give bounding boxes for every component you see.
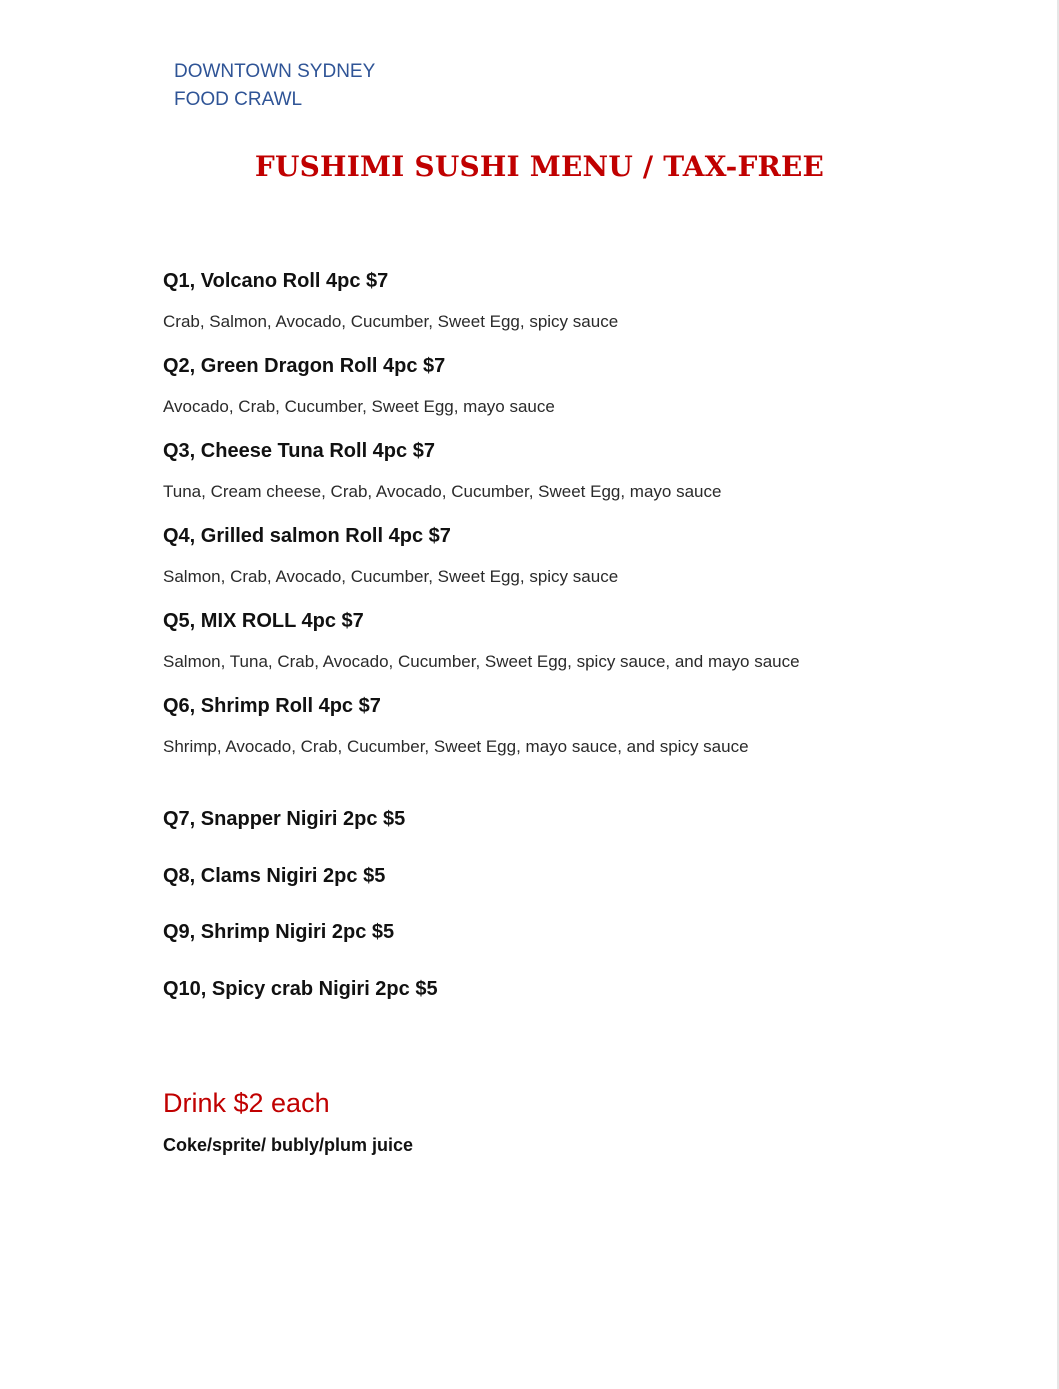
- menu-item-title: Q6, Shrimp Roll 4pc $7: [163, 695, 381, 717]
- menu-item-description: Salmon, Crab, Avocado, Cucumber, Sweet Egg, spicy sauce: [163, 567, 619, 586]
- menu-item-q7: [163, 806, 405, 832]
- drinks-heading: Drink $2 each: [163, 1088, 330, 1118]
- menu-item-description: Tuna, Cream cheese, Crab, Avocado, Cucumber, Sweet Egg, mayo sauce: [163, 482, 722, 501]
- menu-item-q10: [163, 976, 438, 1002]
- menu-item-q8: [163, 863, 385, 889]
- menu-item-title: Q5, MIX ROLL 4pc $7: [163, 610, 364, 632]
- menu-item-q1: [163, 268, 618, 333]
- menu-item-description: Crab, Salmon, Avocado, Cucumber, Sweet Egg, spicy sauce: [163, 312, 619, 331]
- menu-item-title: Q1, Volcano Roll 4pc $7: [163, 270, 389, 292]
- menu-item-title: Q8, Clams Nigiri 2pc $5: [163, 865, 386, 887]
- menu-item-q3: [163, 438, 721, 503]
- menu-item-q9: [163, 919, 394, 945]
- menu-item-title: Q7, Snapper Nigiri 2pc $5: [163, 808, 406, 830]
- menu-item-title: Q3, Cheese Tuna Roll 4pc $7: [163, 440, 435, 462]
- event-header-line-2: FOOD CRAWL: [174, 89, 303, 110]
- menu-item-title: Q9, Shrimp Nigiri 2pc $5: [163, 921, 395, 943]
- menu-item-description: Shrimp, Avocado, Crab, Cucumber, Sweet Egg, mayo sauce, and spicy sauce: [163, 737, 749, 756]
- menu-item-description: Avocado, Crab, Cucumber, Sweet Egg, mayo sauce: [163, 397, 555, 416]
- menu-item-title: Q2, Green Dragon Roll 4pc $7: [163, 355, 446, 377]
- event-header-line-1: DOWNTOWN SYDNEY: [174, 61, 376, 82]
- menu-item-title: Q4, Grilled salmon Roll 4pc $7: [163, 525, 451, 547]
- menu-item-q5: [163, 608, 800, 673]
- menu-item-title: Q10, Spicy crab Nigiri 2pc $5: [163, 978, 438, 1000]
- menu-item-q6: [163, 693, 749, 758]
- menu-title: FUSHIMI SUSHI MENU / TAX-FREE: [254, 150, 825, 183]
- drinks-list: Coke/sprite/ bubly/plum juice: [163, 1135, 414, 1155]
- menu-item-q4: [163, 523, 618, 588]
- menu-item-description: Salmon, Tuna, Crab, Avocado, Cucumber, Sweet Egg, spicy sauce, and mayo sauce: [163, 652, 800, 671]
- menu-item-q2: [163, 353, 555, 418]
- event-header: [174, 58, 375, 114]
